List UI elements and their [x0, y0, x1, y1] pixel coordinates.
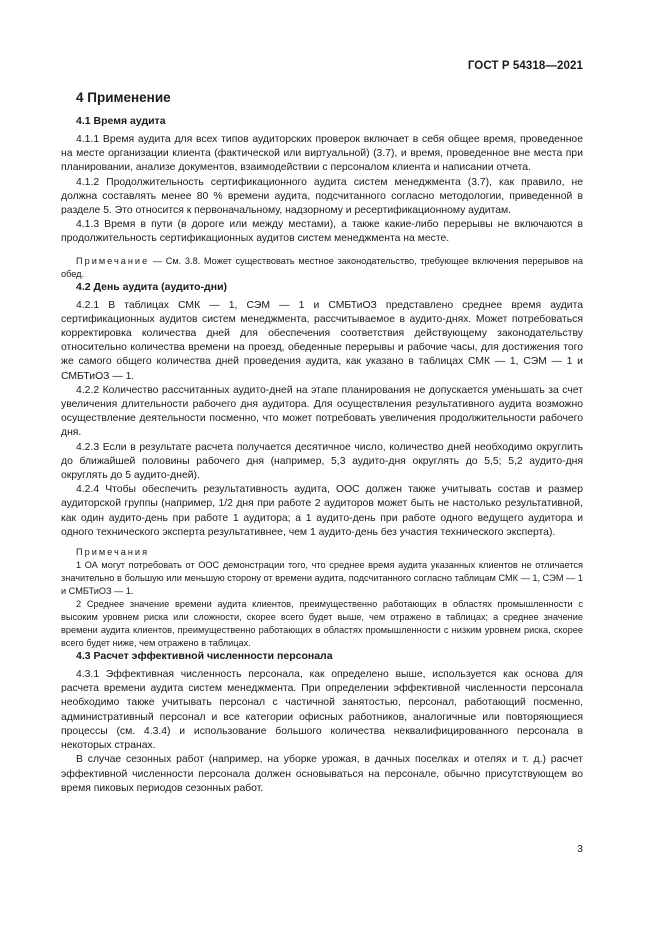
paragraph-4-2-3: 4.2.3 Если в результате расчета получается десятичное число, количество дней необходимо округлить до ближайшей половины рабочего дня (например, 5,3 аудито-дня округлять до 5,5; 5,2 аудито-дня округлять до 5 аудито-дней).: [61, 441, 583, 482]
note-text: — См. 3.8. Может существовать местное законодательство, требующее включения перерывов на обед.: [61, 255, 583, 279]
note-2: 2 Среднее значение времени аудита клиентов, преимущественно работающих в областях промышленности с высоким уровнем риска или сложности, скорее всего будет выше, чем отражено в таблицах; а среднее значение времени аудита клиентов, преимущественно работающих в областях промышленности с низким уровнем риска, скорее всего будет ниже, чем отражено в таблицах.: [61, 599, 583, 649]
note-label: Примечание: [76, 255, 150, 266]
note-4-1: [61, 255, 583, 281]
page-number: 3: [577, 843, 583, 855]
paragraph-4-1-3: 4.1.3 Время в пути (в дороге или между местами), а также какие-либо перерывы не включаются в продолжительность сертификационных аудитов систем менеджмента на месте.: [61, 219, 583, 245]
note-1: 1 ОА могут потребовать от ООС демонстрации того, что среднее время аудита указанных клиентов не отличается значительно в большую или меньшую сторону от времени аудита, подсчитанного согласно таблицам СМК — 1, СЭМ — 1 и СМБТиОЗ — 1.: [61, 560, 583, 597]
document-body: [61, 90, 583, 796]
subsection-title-4-2: 4.2 День аудита (аудито-дни): [76, 280, 228, 293]
paragraph-4-3-1: 4.3.1 Эффективная численность персонала, как определено выше, используется как основа для расчета времени аудита систем менеджмента. При определении эффективной численности персонала необходимо также учитывать персонал с частичной занятостью, персонал, работающий посменно, административный персонал и все категории офисных работников, аналогичные или повторяющиеся процессы (см. 4.3.4) и использование большого количества неквалифицированного персонала в некоторых странах.: [61, 669, 583, 752]
notes-4-2: [61, 546, 583, 650]
section-title: 4 Применение: [76, 90, 171, 105]
subsection-title-4-1: 4.1 Время аудита: [76, 115, 166, 127]
paragraph-4-1-1: 4.1.1 Время аудита для всех типов аудиторских проверок включает в себя общее время, проведенное на месте организации клиента (фактической или виртуальной) (3.7), и время, проведенное вне места при планировании, анализе документов, взаимодействии с персоналом клиента и написании отчета.: [61, 134, 583, 174]
notes-label: Примечания: [76, 547, 150, 558]
paragraph-4-2-1: 4.2.1 В таблицах СМК — 1, СЭМ — 1 и СМБТиОЗ представлено среднее время аудита сертификационных аудитов систем менеджмента, рассчитываемое в аудито-днях. Может потребоваться корректировка количества дней для обеспечения соответствия действующему законодательству относительно количества времени на проезд, обеденные перерывы и рабочие часы, для достижения того же самого общего количества дней проведения аудита, как указано в таблицах СМК — 1, СЭМ — 1 и СМБТиОЗ — 1.: [61, 299, 583, 382]
subsection-title-4-3: 4.3 Расчет эффективной численности персонала: [76, 650, 333, 663]
paragraph-4-2-4: 4.2.4 Чтобы обеспечить результативность аудита, ООС должен также учитывать состав и размер аудиторской группы (например, 1/2 дня при работе 2 аудиторов может быть не настолько результативной, как один аудито-день при работе 1 аудитора; а 1 аудито-день при работе одного ведущего аудитора и одного технического эксперта результативнее, чем 1 аудито-день без участия технического эксперта).: [61, 484, 583, 538]
paragraph-4-1-2: 4.1.2 Продолжительность сертификационного аудита систем менеджмента (3.7), как правило, не должна составлять менее 80 % времени аудита, подсчитанного согласно методологии, приведенной в разделе 5. Это относится к первоначальному, надзорному и ресертификационному аудитам.: [61, 176, 583, 217]
page-header: ГОСТ Р 54318—2021: [467, 60, 583, 72]
paragraph-4-2-2: 4.2.2 Количество рассчитанных аудито-дней на этапе планирования не допускается уменьшать за счет увеличения длительности рабочего дня аудитора. Для осуществления результативного аудита возможно осуществление деятельности посменно, что может потребовать увеличения продолжительности рабочего дня.: [61, 384, 583, 439]
paragraph-4-3-1-seasonal: В случае сезонных работ (например, на уборке урожая, в дачных поселках и отелях и т. д.) расчет эффективной численности персонала должен основываться на персонале, обычно присутствующем во время пиковых периодов сезонных работ.: [61, 754, 583, 794]
